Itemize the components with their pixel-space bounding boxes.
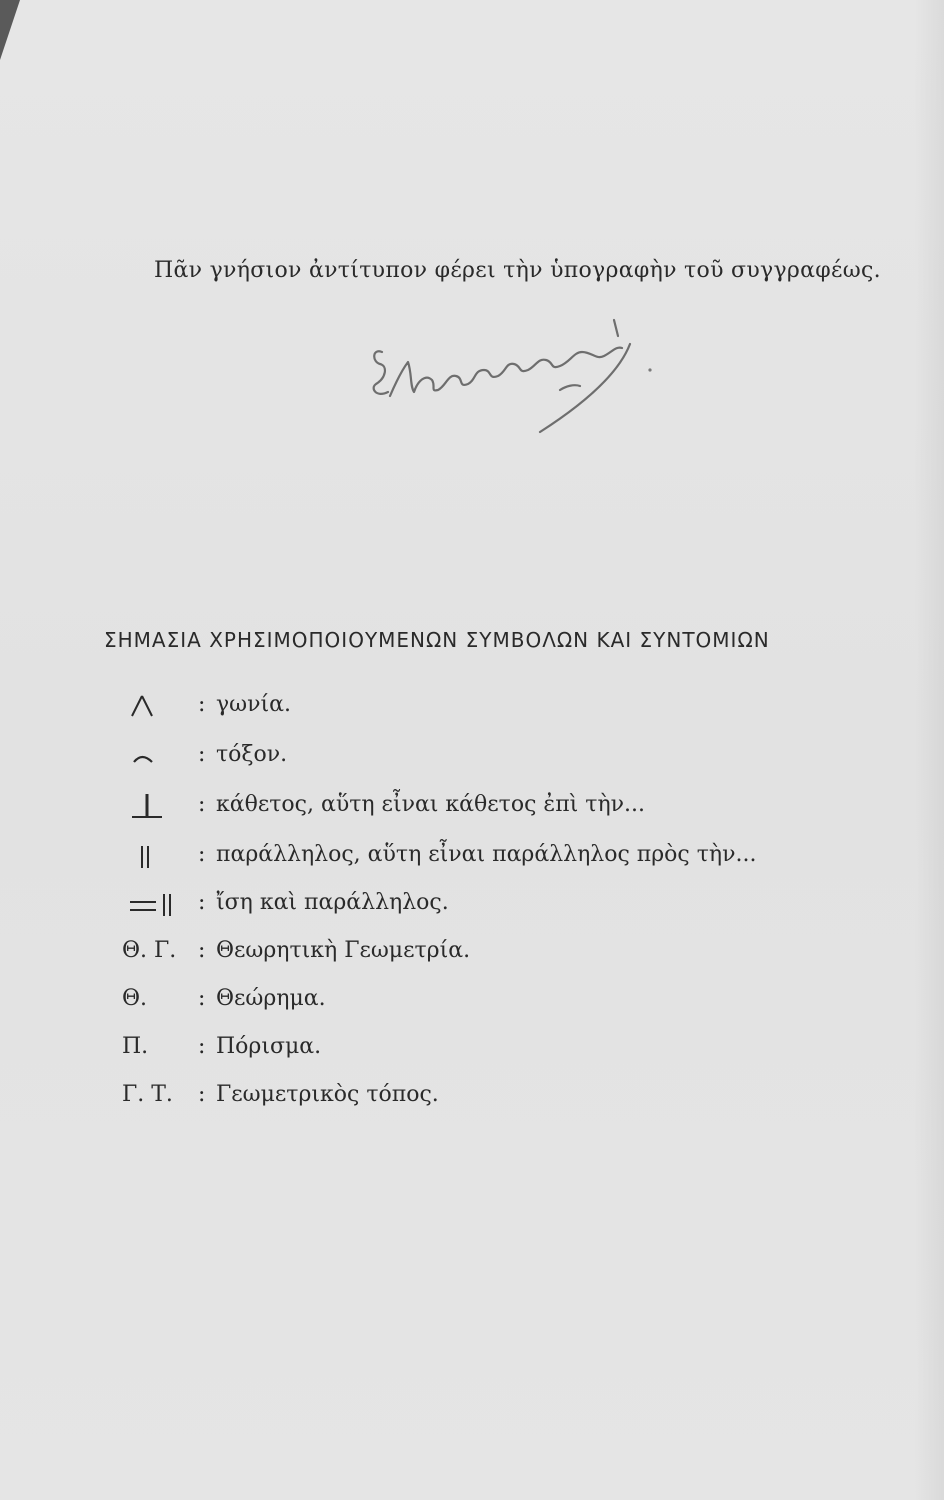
symbols-heading: ΣΗΜΑΣΙΑ ΧΡΗΣΙΜΟΠΟΙΟΥΜΕΝΩΝ ΣΥΜΒΟΛΩΝ ΚΑΙ ΣΥΝΤΟΜΙΩΝ (104, 628, 770, 652)
legend-row-corollary (120, 1034, 840, 1064)
legend-row-arc (120, 742, 840, 772)
legend-colon: : (198, 742, 206, 767)
authenticity-notice: Πᾶν γνήσιον ἀντίτυπον φέρει τὴν ὑπογραφὴν τοῦ συγγραφέως. (154, 258, 881, 283)
legend-colon: : (198, 1082, 206, 1107)
legend-abbreviation (120, 938, 190, 968)
legend-meaning: ἴση καὶ παράλληλος. (216, 890, 449, 915)
perpendicular-symbol-icon (120, 792, 190, 822)
legend-abbreviation (120, 1034, 190, 1064)
legend-colon: : (198, 692, 206, 717)
legend-abbreviation (120, 1082, 190, 1112)
legend-row-equal-parallel (120, 890, 840, 920)
abbreviation-text: Π. (122, 1034, 149, 1059)
abbreviation-text: Γ. Τ. (122, 1082, 173, 1107)
legend-meaning: παράλληλος, αὕτη εἶναι παράλληλος πρὸς τὴν... (216, 842, 757, 867)
legend-colon: : (198, 1034, 206, 1059)
legend-colon: : (198, 842, 206, 867)
legend-colon: : (198, 890, 206, 915)
legend-meaning: Θεωρητικὴ Γεωμετρία. (216, 938, 471, 963)
legend-meaning: Γεωμετρικὸς τόπος. (216, 1082, 439, 1107)
legend-row-theorem (120, 986, 840, 1016)
angle-symbol-icon (120, 692, 190, 722)
legend-colon: : (198, 986, 206, 1011)
legend-meaning: κάθετος, αὕτη εἶναι κάθετος ἐπὶ τὴν... (216, 792, 645, 817)
parallel-symbol-icon (120, 842, 190, 872)
legend-meaning: γωνία. (216, 692, 291, 717)
legend-row-theoretical-geometry (120, 938, 840, 968)
arc-symbol-icon (120, 742, 190, 772)
abbreviation-text: Θ. (122, 986, 148, 1011)
legend-meaning: Θεώρημα. (216, 986, 326, 1011)
legend-meaning: τόξον. (216, 742, 288, 767)
legend-meaning: Πόρισμα. (216, 1034, 322, 1059)
legend-row-perpendicular (120, 792, 840, 822)
abbreviation-text: Θ. Γ. (122, 938, 177, 963)
legend-row-parallel (120, 842, 840, 872)
equal-parallel-symbol-icon (120, 890, 190, 920)
legend-abbreviation (120, 986, 190, 1016)
legend-row-locus (120, 1082, 840, 1112)
legend-row-angle (120, 692, 840, 722)
legend-colon: : (198, 792, 206, 817)
legend-colon: : (198, 938, 206, 963)
